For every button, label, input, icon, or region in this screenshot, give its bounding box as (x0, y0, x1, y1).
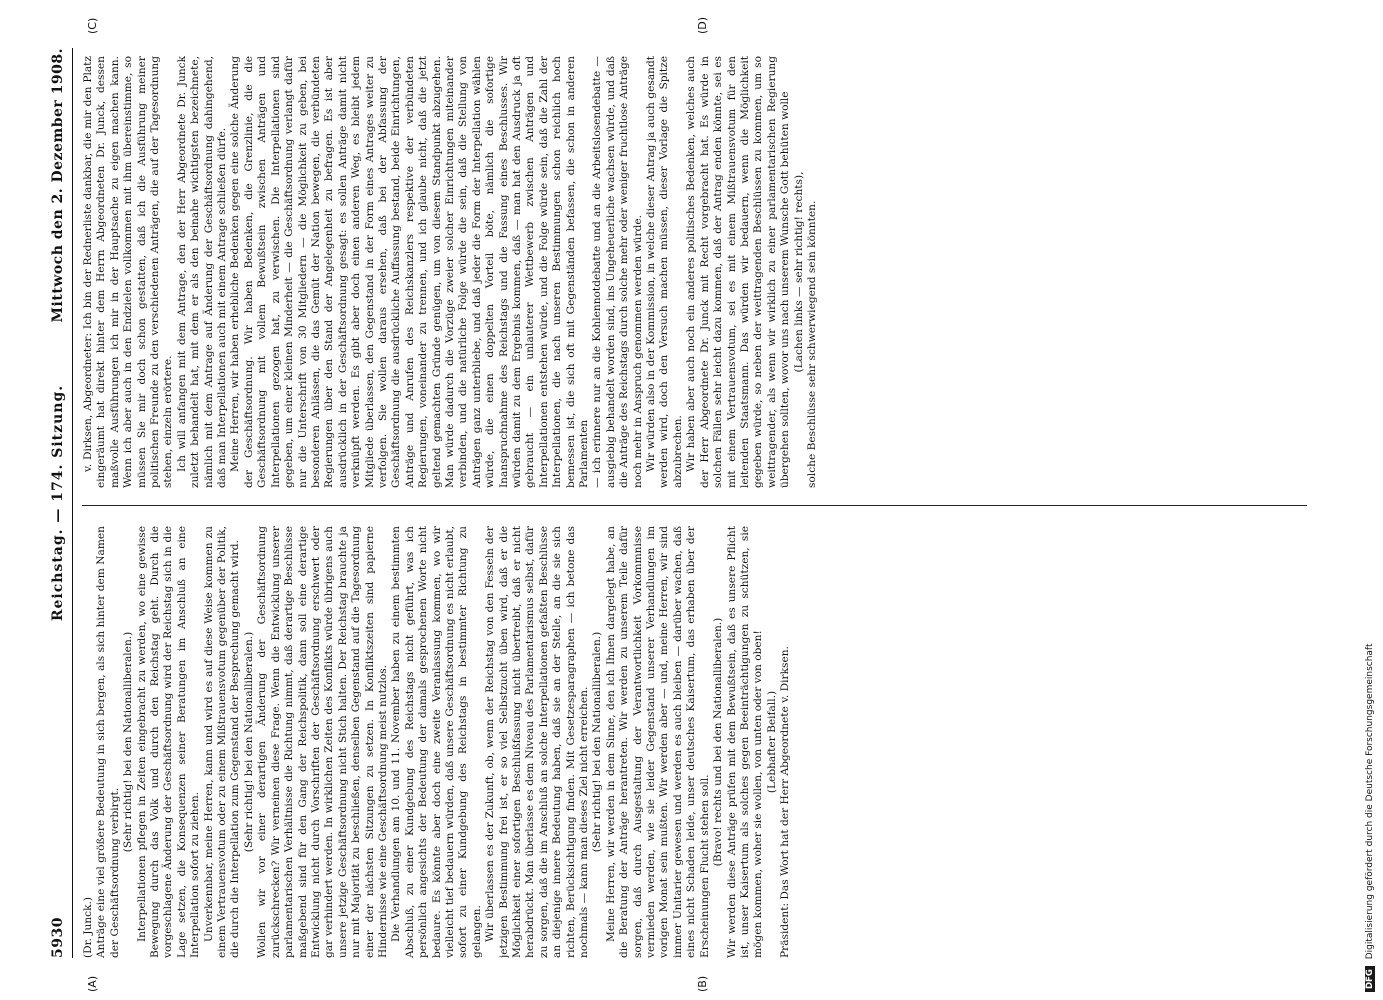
right-column (82, 56, 1307, 488)
column-divider (82, 505, 1307, 506)
interjection: (Sehr richtig! bei den Nationalliberalen.) (242, 631, 255, 853)
credit-text: Digitalisierung gefördert durch die Deutsche Forschungsgemeinschaft (1365, 643, 1375, 960)
paragraph: Meine Herren, wir haben erhebliche Bedenken gegen eine solche Änderung der Geschäftsordnung. Wir haben Bedenken, die Grenzlinie, die die Geschäftsordnung mit vollem Bewußtsein zwischen Anträgen und Interpellationen gezogen hat, zu verwischen. Die Interpellationen sind gegeben, um einer kleinen Minderheit — die Geschäftsordnung verlangt dafür nur die Unterschrift von 30 Mitgliedern — die Möglichkeit zu geben, bei besonderen Anlässen, die das Gemüt der Nation bewegen, die verbündeten Regierungen über den Stand der Angelegenheit zu befragen. Es ist aber ausdrücklich in der Geschäftsordnung gesagt: es sollen Anträge damit nicht verknüpft werden. Es gibt aber doch einen anderen Weg, es bleibt jedem Mitgliede überlassen, den Gegenstand in der Form eines Antrages weiter zu verfolgen. Sie wollen daraus ersehen, daß bei der Abfassung der Geschäftsordnung die ausdrückliche Auffassung bestand, beide Einrichtungen, Anträge und Anrufen des Reichskanzlers respektive der verbündeten Regierungen, voneinander zu trennen, und ich glaube nicht, daß die jetzt geltend gemachten Gründe genügen, um von diesem Standpunkt abzugehen. Man würde dadurch die Vorzüge zweier solcher Einrichtungen miteinander verbinden, und die natürliche Folge würde die sein, daß die Stellung von Anträgen ganz unterbliebe, und daß jeder die Form der Interpellation wählen würde, die einen doppelten Vorteil böte, nämlich die sofortige Inanspruchnahme des Reichstags und die Fassung eines Beschlusses. Wir würden damit zu dem Ergebnis kommen, daß — man hat den Ausdruck ja oft gebraucht — ein unlauterer Wettbewerb zwischen Anträgen und Interpellationen entstehen würde, und die Folge würde sein, daß die Zahl der Interpellationen, die nach unseren Bestimmungen schon reichlich hoch bemessen ist, die sich oft mit Gegenständen befassen, die schon in anderen Parlamenten (229, 56, 591, 488)
margin-marker-b: (B) (696, 975, 709, 992)
paragraph: Meine Herren, wir werden in dem Sinne, den ich Ihnen dargelegt habe, an die Beratung der Anträge herantreten. Wir werden zu unserem Teile dafür sorgen, daß durch Ausgestaltung der Verantwortlichkeit Vorkommnisse vermieden werden, wie sie leider Gegenstand unserer Verhandlungen im vorigen Monat sein mußten. Wir werden aber — und, meine Herren, wir sind immer Unitarier gewesen und werden es auch bleiben — darüber wachen, daß eines nicht Schaden leide, unser deutsches Kaisertum, das erhaben über der Erscheinungen Flucht stehen soll. (604, 526, 711, 958)
margin-marker-c: (C) (86, 17, 99, 34)
interjection: (Sehr richtig! bei den Nationalliberalen.) (122, 631, 135, 853)
speaker-note: (Dr. Junck.) (82, 896, 94, 958)
paragraph: Wir würden also in der Kommission, in welche dieser Antrag ja auch gesandt werden wird, doch den Versuch machen müssen, dieser Vorlage die Spitze abzubrechen. (645, 56, 684, 488)
dfg-logo: DFG (1365, 966, 1375, 992)
paragraph: Interpellationen pflegen in Zeiten eingebracht zu werden, wo eine gewisse Bewegung durch das Volk und durch den Reichstag geht. Durch die vorgeschlagene Änderung der Geschäftsordnung wird der Reichstag sich in die Lage setzen, die Konsequenzen seiner Beratungen im Anschluß an eine Interpellation sofort zu ziehen. (135, 526, 202, 958)
president-statement: Präsident: Das Wort hat der Herr Abgeordnete v. Dirksen. (779, 646, 792, 958)
speech-opening: v. Dirksen, Abgeordneter: Ich bin der Rednerliste dankbar, die mir den Platz eingeräumt hat direkt hinter dem Herrn Abgeordneten Dr. Junck, dessen maßvolle Ausführungen ich mir in der Hauptsache zu eigen machen kann. Wenn ich aber auch in den Endzielen vollkommen mit ihm übereinstimme, so müssen Sie mir doch schon gestatten, daß ich die Ausführung meiner politischen Freunde zu den verschiedenen Anträgen, die auf der Tagesordnung stehen, einzeln erörtere. (82, 56, 175, 488)
interjection: (Bravo! rechts und bei den Nationalliberalen.) (712, 617, 725, 867)
interjection: (Sehr richtig! bei den Nationalliberalen.) (591, 631, 604, 853)
paragraph: solche Beschlüsse sehr schwerwiegend sein könnten. (805, 200, 818, 488)
page-content (46, 16, 1311, 992)
paragraph: Ich will anfangen mit dem Antrage, den der Herr Abgeordnete Dr. Junck zuletzt behandelt hat, mit dem er als den beinahe wichtigsten bezeichnete, nämlich mit dem Antrage auf Änderung der Geschäftsordnung dahingehend, daß man Interpellationen auch mit einem Antrage schließen dürfe. (175, 56, 229, 488)
paragraph: Die Verhandlungen am 10. und 11. November haben zu einem bestimmten Abschluß, zu einer Kundgebung des Reichstags nicht geführt, was ich persönlich angesichts der Bedeutung der damals gesprochenen Worte nicht bedaure. Es könnte aber doch eine zweite Veranlassung kommen, wo wir vielleicht tief bedauern würden, daß unsere Geschäftsordnung es nicht erlaubt, sofort zu einer Kundgebung des Reichstags in bestimmter Richtung zu gelangen. (390, 526, 483, 958)
margin-marker-d: (D) (696, 16, 709, 34)
paragraph: Wir überlassen es der Zukunft, ob, wenn der Reichstag von den Fesseln der jetzigen Bestimmung frei ist, er so viel Selbstzucht üben wird, daß er die Möglichkeit einer sofortigen Beschlußfassung nicht übertreibt, daß er nicht herabdrückt. Man überlasse es dem Niveau des Parlamentarismus selbst, dafür zu sorgen, daß die im Anschluß an solche Interpellationen gefaßten Beschlüsse an diejenige innere Bedeutung haben, daß sie an der Stelle, an die sie sich richten, Berücksichtigung finden. Mit Gesetzesparagraphen — ich betone das nochmals — kann man dieses Ziel nicht erreichen. (484, 526, 591, 958)
interjection: (Lebhafter Beifall.) (765, 690, 778, 794)
left-column (82, 526, 1307, 958)
paragraph: Wir werden diese Anträge prüfen mit dem Bewußtsein, daß es unsere Pflicht ist, unser Kaisertum als solches gegen Beeinträchtigungen zu schützen, sie mögen kommen, woher sie wollen, von unten oder von oben! (725, 526, 765, 958)
paragraph: — ich erinnere nur an die Kohlennotdebatte und an die Arbeitslosendebatte — ausgiebig behandelt worden sind, ins Ungeheuerliche wachsen würde, und daß die Anträge des Reichstags durch solche mehr oder weniger fruchtlose Anträge noch mehr in Anspruch genommen werden würde. (591, 56, 644, 488)
session-date: Mittwoch den 2. Dezember 1908. (50, 48, 66, 323)
running-title: Reichstag. — 174. Sitzung. (50, 384, 66, 622)
margin-marker-a: (A) (86, 975, 99, 992)
page-header (46, 48, 73, 958)
paragraph: Unverkennbar, meine Herren, kann und wird es auf diese Weise kommen zu einem Vertrauensvotum oder zu einem Mißtrauensvotum gegenüber der Politik, die durch die Interpellation zum Gegenstand der Besprechung gemacht wird. (202, 526, 242, 958)
digitization-credit (1365, 8, 1379, 992)
paragraph: Wollen wir vor einer derartigen Änderung der Geschäftsordnung zurückschrecken? Wir verneinen diese Frage. Wenn die Entwicklung unserer parlamentarischen Verhältnisse die Richtung nimmt, daß derartige Beschlüsse maßgebend sind für den Gang der Reichspolitik, dann soll eine derartige Entwicklung nicht durch Vorschriften der Geschäftsordnung erschwert oder gar verhindert werden. In wirklichen Zeiten des Konflikts würde übrigens auch unsere jetzige Geschäftsordnung nicht Stich halten. Der Reichstag brauchte ja nur mit Majorität zu beschließen, denselben Gegenstand auf die Tagesordnung einer der nächsten Sitzungen zu setzen. In Konfliktszeiten sind papierne Hindernisse wie eine Geschäftsordnung meist nutzlos. (256, 526, 389, 958)
paragraph: Anträge eine viel größere Bedeutung in sich bergen, als sich hinter dem Namen der Geschäftsordnung verbirgt. (95, 526, 121, 958)
paragraph: Wir haben aber auch noch ein anderes politisches Bedenken, welches auch der Herr Abgeordnete Dr. Junck mit Recht vorgebracht hat. Es würde in solchen Fällen sehr leicht dazu kommen, daß der Antrag enden könnte, sei es mit einem Vertrauensvotum, sei es mit einem Mißtrauensvotum für den leitenden Staatsmann. Das würden wir bedauern, wenn die Möglichkeit gegeben würde, so neben der weittragenden Beschlüssen zu kommen, um so weittragender, als wenn wir wirklich zu einer parlamentarischen Regierung übergehen sollten, wovor uns nach unserem Wunsche Gott behüten wolle (685, 56, 792, 488)
interjection: (Lachen links — sehr richtig! rechts), (792, 171, 805, 373)
page-number: 5930 (50, 917, 66, 958)
